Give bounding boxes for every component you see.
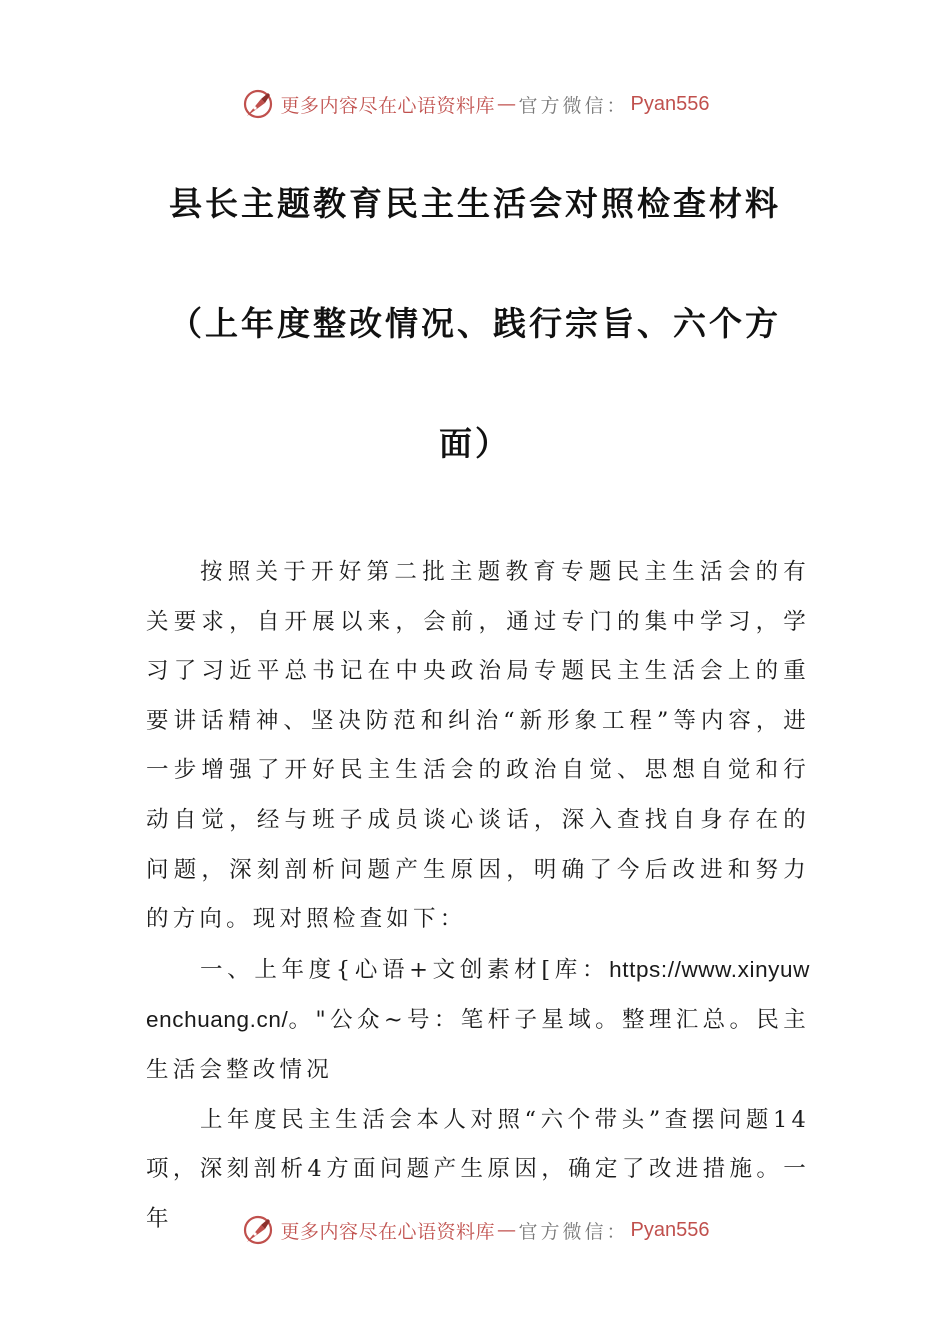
section-heading-paragraph [146, 945, 810, 1096]
pen-nib-logo-icon [241, 1213, 275, 1247]
document-body [146, 548, 810, 1244]
document-title-line-1: 县长主题教育民主生活会对照检查材料 [169, 184, 781, 223]
watermark-official-label: 官方微信： [518, 94, 629, 117]
watermark-wechat-id: Pyan556 [630, 1218, 710, 1241]
header-watermark [0, 84, 950, 124]
section-body-paragraph: 上年度民主生活会本人对照“六个带头”查摆问题14项，深刻剖析4方面问题产生原因，确定了改进措施。一年 [146, 1106, 810, 1232]
intro-paragraph: 按照关于开好第二批主题教育专题民主生活会的有关要求，自开展以来，会前，通过专门的集中学习，学习了习近平总书记在中央政治局专题民主生活会上的重要讲话精神、坚决防范和纠治“新形象工程”等内容，进一步增强了开好民主生活会的政治自觉、思想自觉和行动自觉，经与班子成员谈心谈话，深入查找自身存在的问题，深刻剖析问题产生原因，明确了今后改进和努力的方向。现对照检查如下： [146, 559, 810, 933]
section-heading-prefix: 一、上年度{心语+文创素材[库： [200, 956, 610, 983]
section-heading-suffix: 。"公众~号：笔杆子星域。整理汇总。民主生活会整改情况 [146, 1007, 810, 1083]
document-title-line-2: （上年度整改情况、践行宗旨、六个方 [169, 304, 781, 343]
pen-nib-logo-icon [241, 87, 275, 121]
website-url: https://www.xinyuwenchuang.cn/ [146, 956, 810, 1033]
document-title-line-3: 面） [439, 424, 511, 463]
footer-watermark [0, 1210, 950, 1250]
watermark-dash: — [497, 1219, 517, 1241]
watermark-site-text: 更多内容尽在心语资料库 [280, 94, 496, 117]
watermark-dash: — [497, 93, 517, 115]
watermark-official-label: 官方微信： [518, 1220, 629, 1243]
watermark-site-text: 更多内容尽在心语资料库 [280, 1220, 496, 1243]
watermark-wechat-id: Pyan556 [630, 92, 710, 115]
